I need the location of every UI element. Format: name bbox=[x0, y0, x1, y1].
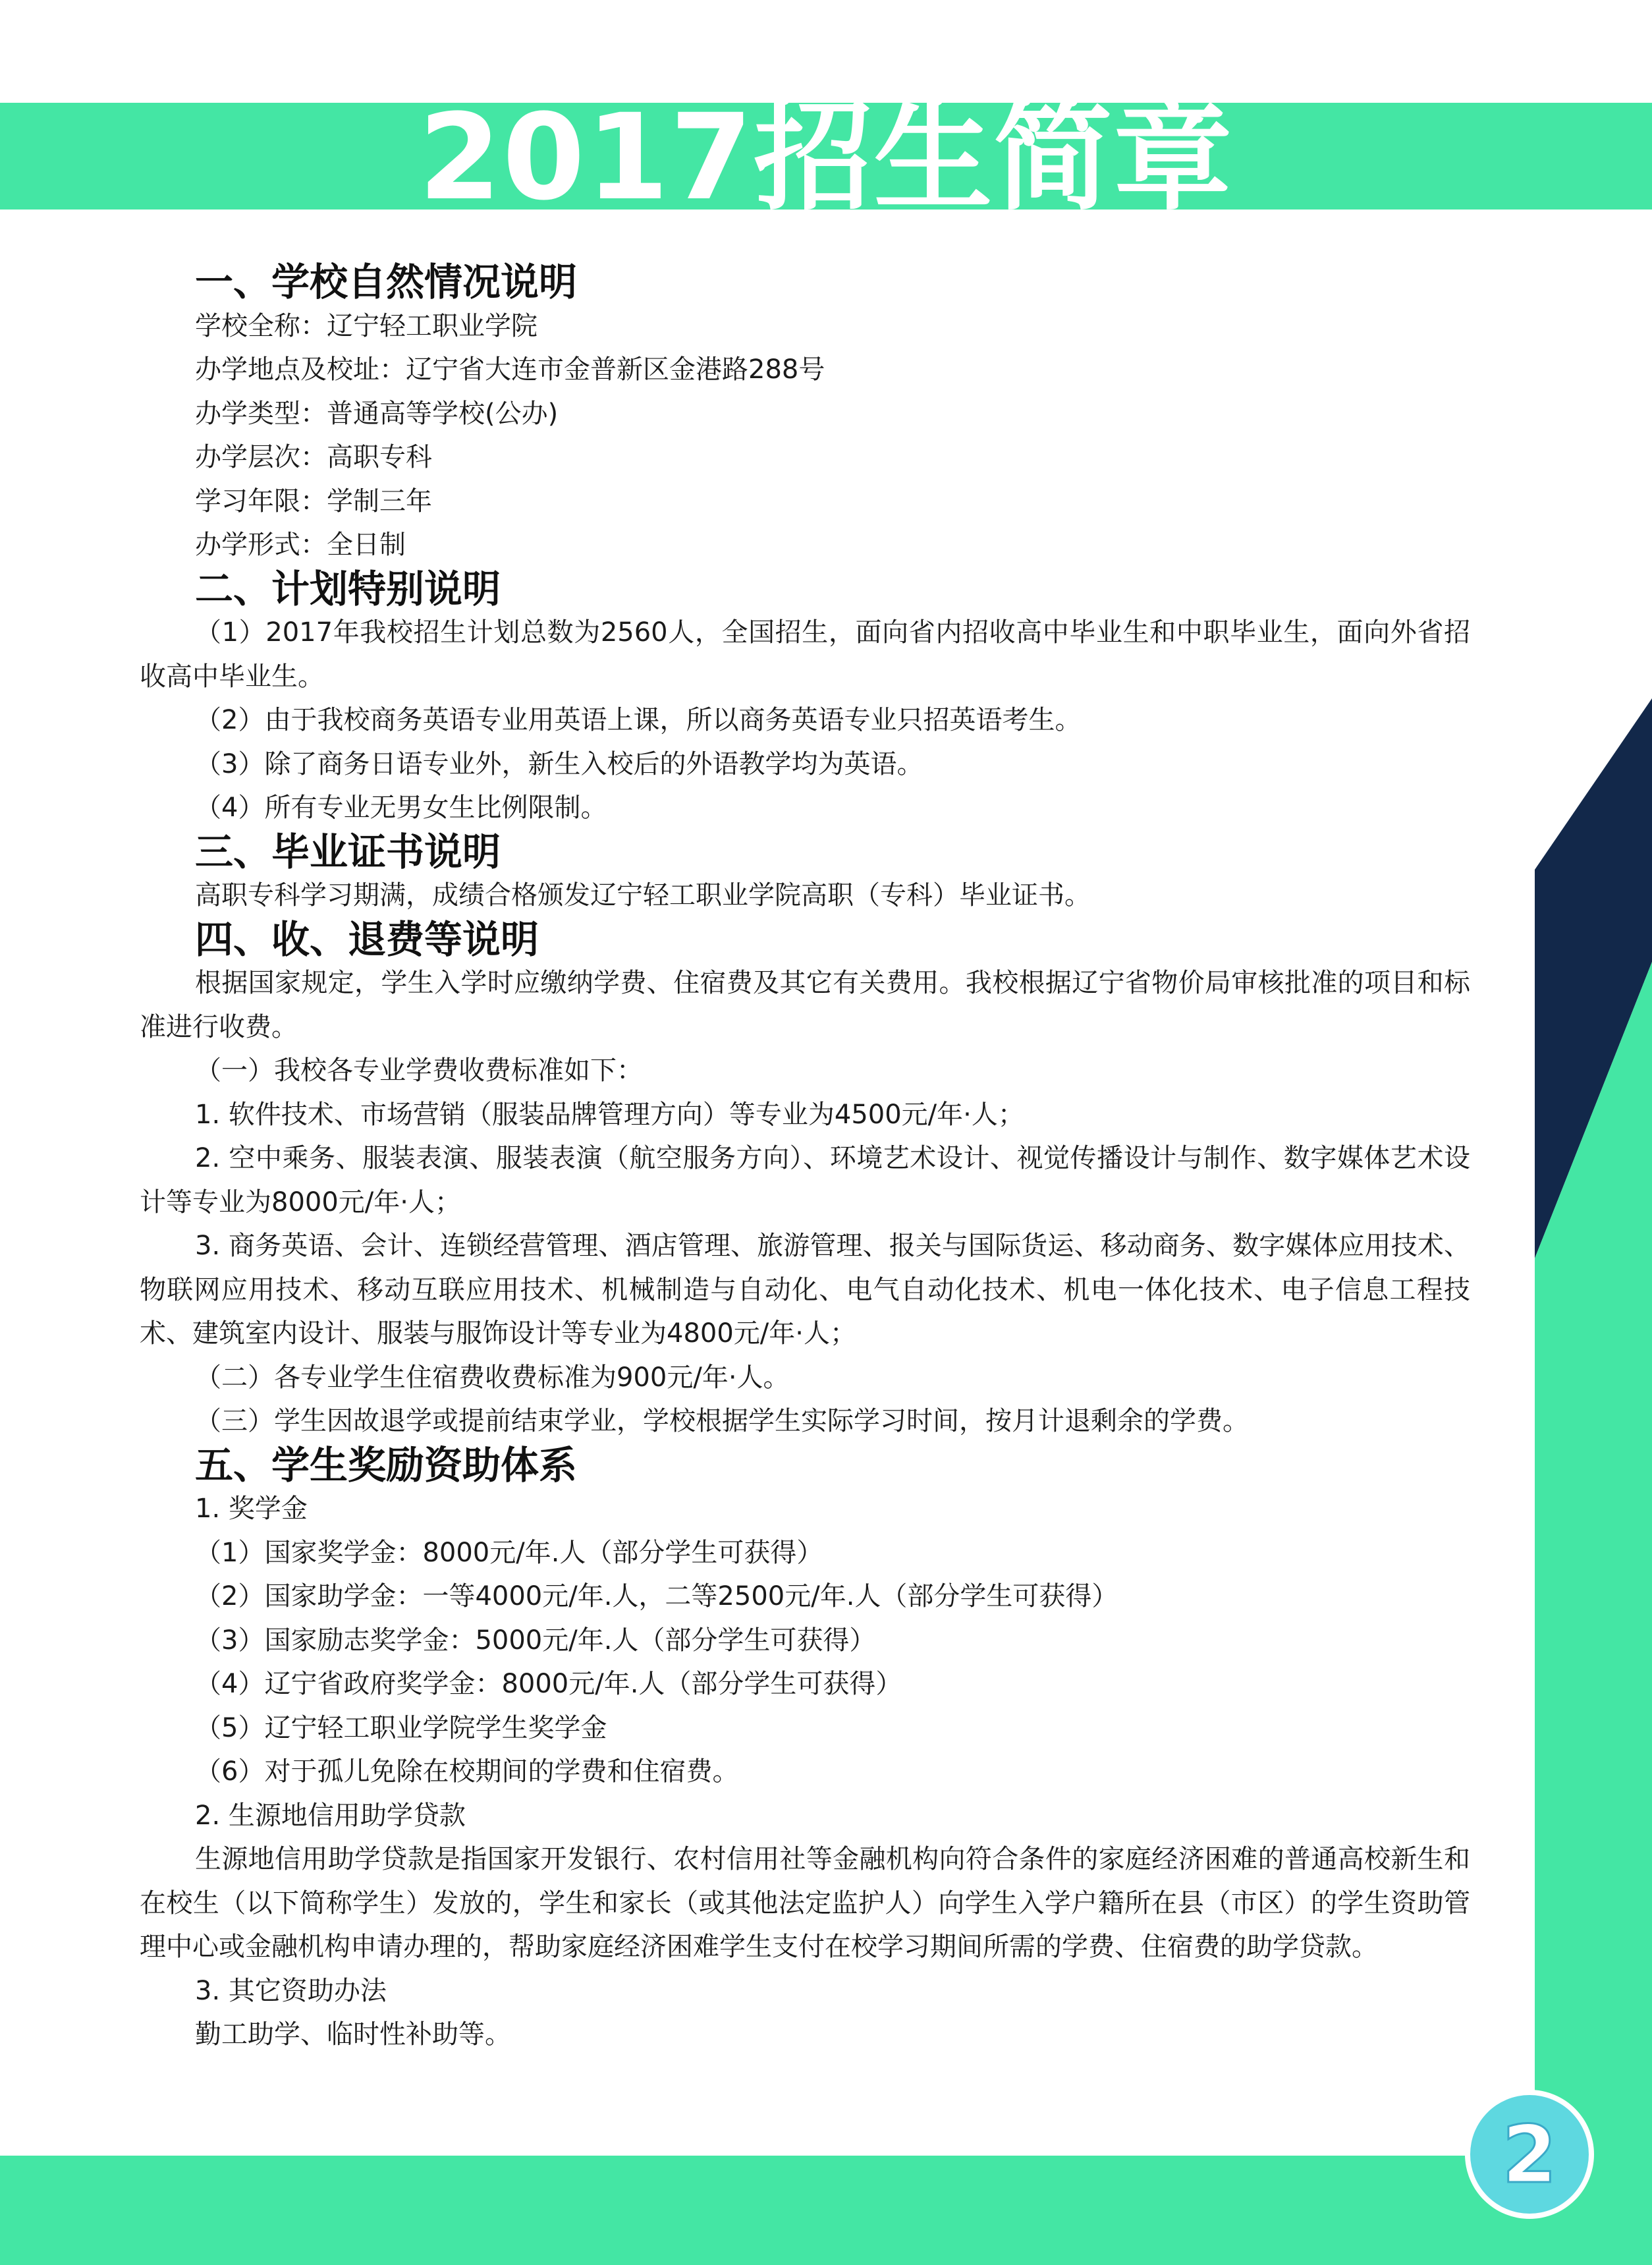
aid-line: 2. 生源地信用助学贷款 bbox=[195, 1800, 466, 1831]
fee-paragraph: 1. 软件技术、市场营销（服装品牌管理方向）等专业为4500元/年·人； bbox=[195, 1099, 1024, 1130]
section-heading-2: 二、计划特别说明 bbox=[195, 566, 501, 611]
fee-paragraph: 根据国家规定，学生入学时应缴纳学费、住宿费及其它有关费用。我校根据辽宁省物价局审核批准的项目和标准进行收费。 bbox=[140, 968, 1470, 1042]
page-title: 2017招生简章 bbox=[418, 89, 1234, 227]
plan-paragraph: （4）所有专业无男女生比例限制。 bbox=[195, 793, 607, 823]
footer-band bbox=[0, 2156, 1652, 2265]
fee-paragraph: （二）各专业学生住宿费收费标准为900元/年·人。 bbox=[195, 1362, 790, 1393]
plan-paragraph: （3）除了商务日语专业外，新生入校后的外语教学均为英语。 bbox=[195, 748, 923, 779]
school-address-line: 办学地点及校址：辽宁省大连市金普新区金港路288号 bbox=[195, 354, 825, 385]
page-number: 2 bbox=[1502, 2110, 1557, 2201]
side-decoration bbox=[1535, 698, 1652, 2200]
plan-paragraph: （2）由于我校商务英语专业用英语上课，所以商务英语专业只招英语考生。 bbox=[195, 705, 1082, 735]
certificate-paragraph: 高职专科学习期满，成绩合格颁发辽宁轻工职业学院高职（专科）毕业证书。 bbox=[195, 880, 1091, 910]
fee-paragraph: 2. 空中乘务、服装表演、服装表演（航空服务方向）、环境艺术设计、视觉传播设计与制作、数字媒体艺术设计等专业为8000元/年·人； bbox=[140, 1143, 1470, 1217]
fee-paragraph: 3. 商务英语、会计、连锁经营管理、酒店管理、旅游管理、报关与国际货运、移动商务、数字媒体应用技术、物联网应用技术、移动互联应用技术、机械制造与自动化、电气自动化技术、机电一体化技术、电子信息工程技术、建筑室内设计、服装与服饰设计等专业为4800元/年·人； bbox=[140, 1231, 1470, 1349]
aid-line: （1）国家奖学金：8000元/年.人（部分学生可获得） bbox=[195, 1537, 823, 1568]
plan-paragraph: （1）2017年我校招生计划总数为2560人，全国招生，面向省内招收高中毕业生和中职毕业生，面向外省招收高中毕业生。 bbox=[140, 617, 1470, 692]
aid-line: 勤工助学、临时性补助等。 bbox=[195, 2019, 511, 2050]
aid-line: （3）国家励志奖学金：5000元/年.人（部分学生可获得） bbox=[195, 1625, 876, 1656]
fee-paragraph: （一）我校各专业学费收费标准如下： bbox=[195, 1055, 643, 1086]
section-heading-4: 四、收、退费等说明 bbox=[195, 916, 539, 962]
aid-line: 3. 其它资助办法 bbox=[195, 1975, 387, 2006]
school-name-line: 学校全称：辽宁轻工职业学院 bbox=[195, 310, 537, 341]
document-body bbox=[140, 260, 1470, 2057]
study-years-line: 学习年限：学制三年 bbox=[195, 486, 432, 517]
section-heading-1: 一、学校自然情况说明 bbox=[195, 260, 578, 304]
loan-paragraph: 生源地信用助学贷款是指国家开发银行、农村信用社等金融机构向符合条件的家庭经济困难的普通高校新生和在校生（以下简称学生）发放的，学生和家长（或其他法定监护人）向学生入学户籍所在县（市区）的学生资助管理中心或金融机构申请办理的，帮助家庭经济困难学生支付在校学习期间所需的学费、住宿费的助学贷款。 bbox=[140, 1844, 1470, 1962]
aid-line: 1. 奖学金 bbox=[195, 1494, 308, 1524]
school-level-line: 办学层次：高职专科 bbox=[195, 442, 432, 472]
study-form-line: 办学形式：全日制 bbox=[195, 530, 406, 560]
aid-line: （6）对于孤儿免除在校期间的学费和住宿费。 bbox=[195, 1756, 739, 1787]
fee-paragraph: （三）学生因故退学或提前结束学业，学校根据学生实际学习时间，按月计退剩余的学费。 bbox=[195, 1406, 1249, 1436]
aid-line: （4）辽宁省政府奖学金：8000元/年.人（部分学生可获得） bbox=[195, 1669, 902, 1699]
aid-line: （2）国家助学金：一等4000元/年.人，二等2500元/年.人（部分学生可获得） bbox=[195, 1581, 1118, 1611]
page-number-badge bbox=[1464, 2088, 1595, 2220]
aid-line: （5）辽宁轻工职业学院学生奖学金 bbox=[195, 1712, 607, 1743]
section-heading-5: 五、学生奖励资助体系 bbox=[195, 1442, 578, 1488]
section-heading-3: 三、毕业证书说明 bbox=[195, 829, 501, 874]
school-type-line: 办学类型：普通高等学校(公办) bbox=[195, 398, 559, 429]
